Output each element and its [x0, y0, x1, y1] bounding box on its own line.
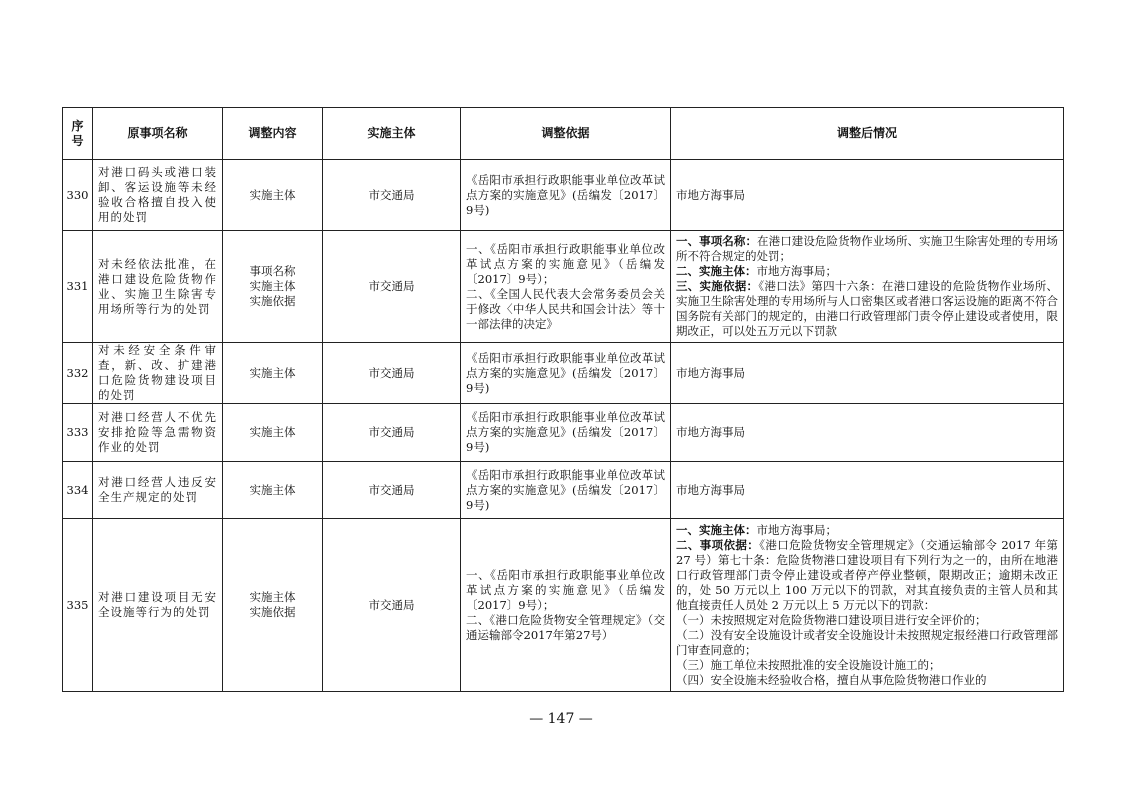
basis-item: 《岳阳市承担行政职能事业单位改革试点方案的实施意见》(岳编发〔2017〕9号) — [466, 467, 665, 512]
row-number: 333 — [63, 404, 93, 462]
table-row — [63, 231, 1064, 343]
adjustment-basis — [461, 462, 671, 519]
implementing-subject: 市交通局 — [323, 343, 461, 404]
adjusted-result — [671, 462, 1064, 519]
content-item: 实施主体 — [249, 279, 296, 293]
result-text: 市地方海事局 — [676, 187, 745, 202]
result-text: （一）未按照规定对危险货物港口建设项目进行安全评价的； — [676, 612, 987, 627]
result-label: 二、事项依据： — [676, 537, 760, 552]
result-label: 一、实施主体： — [676, 522, 757, 537]
implementing-subject: 市交通局 — [323, 404, 461, 462]
basis-item: 《岳阳市承担行政职能事业单位改革试点方案的实施意见》(岳编发〔2017〕9号) — [466, 172, 665, 217]
basis-item: 二、《全国人民代表大会常务委员会关于修改〈中华人民共和国会计法〉等十一部法律的决定》 — [466, 286, 665, 331]
result-label: 一、事项名称： — [676, 234, 758, 248]
content-item: 实施主体 — [249, 365, 296, 380]
adjusted-result — [671, 231, 1064, 343]
basis-item: 一、《岳阳市承担行政职能事业单位改革试点方案的实施意见》（岳编发〔2017〕9号）； — [466, 241, 665, 286]
result-text: 市地方海事局 — [676, 482, 745, 497]
result-text: 市地方海事局 — [676, 425, 745, 439]
result-item — [676, 234, 1058, 264]
basis-item: 《岳阳市承担行政职能事业单位改革试点方案的实施意见》(岳编发〔2017〕9号) — [466, 350, 665, 395]
row-number: 334 — [63, 462, 93, 519]
result-item — [676, 658, 1058, 673]
adjustment-content — [223, 519, 323, 692]
result-text: （四）安全设施未经验收合格，擅自从事危险货物港口作业的 — [676, 672, 987, 687]
header-basis: 调整依据 — [461, 108, 671, 160]
item-name: 对未经安全条件审查，新、改、扩建港口危险货物建设项目的处罚 — [93, 343, 223, 404]
result-text: 市地方海事局 — [676, 365, 745, 380]
content-item: 实施依据 — [249, 605, 296, 619]
header-content: 调整内容 — [223, 108, 323, 160]
result-text: 市地方海事局； — [756, 522, 837, 537]
item-name: 对港口码头或港口装卸、客运设施等未经验收合格擅自投入使用的处罚 — [93, 160, 223, 231]
content-item: 事项名称 — [249, 264, 296, 278]
adjusted-result — [671, 404, 1064, 462]
row-number: 330 — [63, 160, 93, 231]
content-item: 实施主体 — [249, 187, 296, 202]
result-item — [676, 523, 1058, 538]
content-item: 实施主体 — [249, 590, 296, 604]
adjustment-basis — [461, 160, 671, 231]
header-subject: 实施主体 — [323, 108, 461, 160]
table-row — [63, 462, 1064, 519]
implementing-subject: 市交通局 — [323, 462, 461, 519]
result-item — [676, 538, 1058, 613]
table-row — [63, 343, 1064, 404]
result-item — [676, 613, 1058, 628]
result-item — [676, 188, 1058, 203]
adjustment-content — [223, 231, 323, 343]
table-row — [63, 160, 1064, 231]
row-number: 335 — [63, 519, 93, 692]
adjustment-content — [223, 343, 323, 404]
row-number: 332 — [63, 343, 93, 404]
adjustment-basis — [461, 404, 671, 462]
content-item: 实施主体 — [249, 482, 296, 497]
result-text: （三）施工单位未按照批准的安全设施设计施工的； — [676, 657, 941, 672]
adjustment-content — [223, 462, 323, 519]
item-name: 对未经依法批准，在港口建设危险货物作业、实施卫生除害专用场所等行为的处罚 — [93, 231, 223, 343]
item-name: 对港口经营人违反安全生产规定的处罚 — [93, 462, 223, 519]
adjustment-basis — [461, 519, 671, 692]
result-label: 二、实施主体： — [676, 264, 757, 278]
result-item — [676, 264, 1058, 279]
implementing-subject: 市交通局 — [323, 160, 461, 231]
basis-item: 二、《港口危险货物安全管理规定》（交通运输部令2017年第27号） — [466, 612, 665, 642]
result-item — [676, 366, 1058, 381]
basis-item: 《岳阳市承担行政职能事业单位改革试点方案的实施意见》(岳编发〔2017〕9号) — [466, 410, 665, 454]
content-item: 实施依据 — [249, 294, 296, 308]
item-name: 对港口经营人不优先安排抢险等急需物资作业的处罚 — [93, 404, 223, 462]
result-text: 市地方海事局； — [756, 264, 837, 278]
adjusted-result — [671, 343, 1064, 404]
implementing-subject: 市交通局 — [323, 231, 461, 343]
adjustment-table — [62, 107, 1064, 692]
adjusted-result — [671, 519, 1064, 692]
header-no — [63, 108, 93, 160]
content-item: 实施主体 — [249, 425, 296, 439]
row-number: 331 — [63, 231, 93, 343]
adjusted-result — [671, 160, 1064, 231]
table-header-row — [63, 108, 1064, 160]
adjustment-content — [223, 404, 323, 462]
adjustment-basis — [461, 343, 671, 404]
result-item — [676, 483, 1058, 498]
adjustment-basis — [461, 231, 671, 343]
adjustment-content — [223, 160, 323, 231]
basis-item: 一、《岳阳市承担行政职能事业单位改革试点方案的实施意见》（岳编发〔2017〕9号）； — [466, 567, 665, 612]
result-text: 《港口法》第四十六条：在港口建设的危险货物作业场所、实施卫生除害处理的专用场所与人口密集区或者港口客运设施的距离不符合国务院有关部门的规定的，由港口行政管理部门责令停止建设或者使用，限期改正，可以处五万元以下罚款 — [676, 279, 1059, 338]
result-item — [676, 279, 1058, 339]
result-item — [676, 628, 1058, 658]
page-number: — 147 — — [529, 711, 593, 727]
table-row — [63, 404, 1064, 462]
result-text: （二）没有安全设施设计或者安全设施设计未按照规定报经港口行政管理部门审查同意的； — [676, 627, 1058, 657]
header-name: 原事项名称 — [93, 108, 223, 160]
table-row — [63, 519, 1064, 692]
result-item — [676, 673, 1058, 688]
header-label: 序号 — [71, 118, 84, 148]
implementing-subject: 市交通局 — [323, 519, 461, 692]
result-text: 在港口建设危险货物作业场所、实施卫生除害处理的专用场所不符合规定的处罚； — [676, 234, 1058, 263]
header-result: 调整后情况 — [671, 108, 1064, 160]
result-item — [676, 425, 1058, 440]
result-label: 三、实施依据： — [676, 279, 759, 293]
item-name: 对港口建设项目无安全设施等行为的处罚 — [93, 519, 223, 692]
result-text: 《港口危险货物安全管理规定》（交通运输部令 2017 年第 27 号）第七十条：危险货物港口建设项目有下列行为之一的，由所在地港口行政管理部门责令停止建设或者停产停业整顿，限期改正；逾期未改正的，处 50 万元以上 100 万元以下的罚款，对其直接负责的主管人员和其他直接责任人员处 2 万元以上 5 万元以下的罚款： — [676, 537, 1059, 612]
